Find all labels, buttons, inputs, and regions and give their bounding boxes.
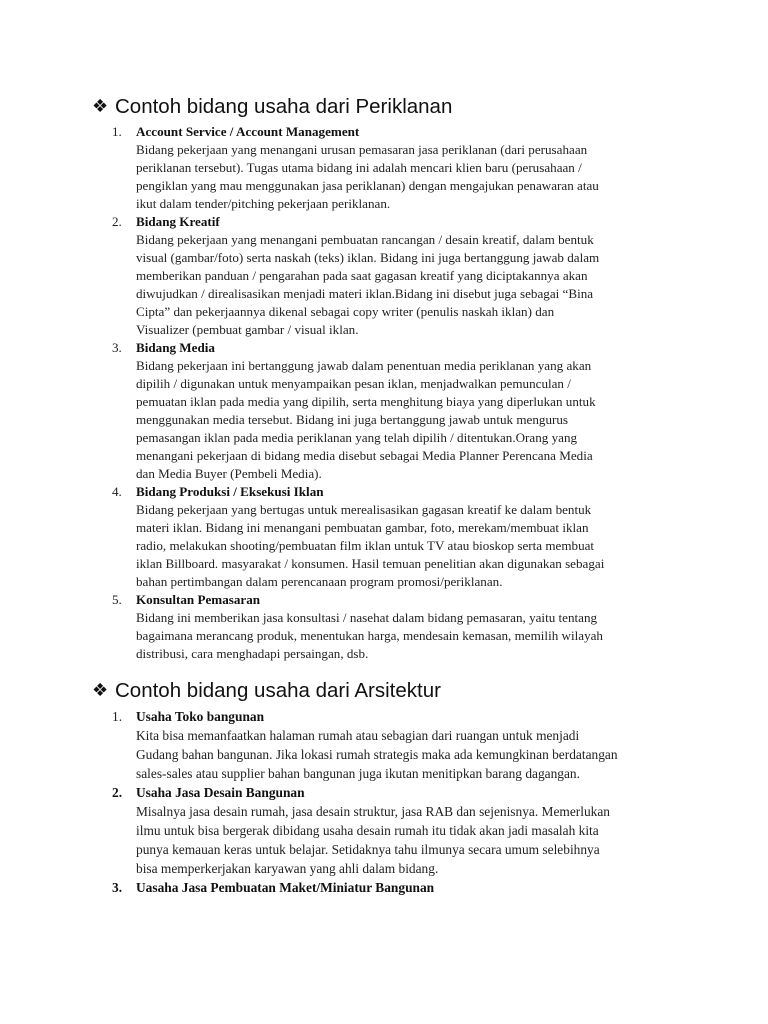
heading-text: Contoh bidang usaha dari Periklanan <box>115 95 453 118</box>
item-text-line: bagaimana merancang produk, menentukan harga, mendesain kemasan, memilih wilayah <box>136 628 603 643</box>
list-item <box>92 783 692 878</box>
item-text-line: Bidang pekerjaan yang bertugas untuk merealisasikan gagasan kreatif ke dalam bentuk <box>136 502 592 517</box>
item-number: 5. <box>112 592 122 607</box>
item-text-line: sales-sales atau supplier bahan bangunan juga ikutan menitipkan barang dagangan. <box>136 766 580 781</box>
item-number: 1. <box>112 709 123 724</box>
list-item <box>92 591 692 663</box>
section-heading <box>92 94 692 120</box>
item-number: 3. <box>112 340 122 355</box>
item-text-line: Visualizer (pembuat gambar / visual iklan. <box>136 322 359 337</box>
item-number: 2. <box>112 214 122 229</box>
item-text-line: radio, melakukan shooting/pembuatan film iklan untuk TV atau bioskop serta membuat <box>136 538 595 553</box>
item-list <box>92 707 692 897</box>
section-periklanan <box>92 94 692 663</box>
item-text-line: ilmu untuk bisa bergerak dibidang usaha desain rumah itu tidak akan jadi masalah kita <box>136 823 599 838</box>
item-title: Uasaha Jasa Pembuatan Maket/Miniatur Bangunan <box>136 880 435 895</box>
item-text-line: pemuatan iklan pada media yang dipilih, serta menghitung biaya yang diperlukan untuk <box>136 394 596 409</box>
item-text-line: menangani pekerjaan di bidang media disebut sebagai Media Planner Perencana Media <box>136 448 593 463</box>
item-text-line: Bidang pekerjaan ini bertanggung jawab dalam penentuan media periklanan yang akan <box>136 358 592 373</box>
item-title: Konsultan Pemasaran <box>136 592 261 607</box>
item-text-line: menggunakan media tersebut. Bidang ini juga bertanggung jawab untuk mengurus <box>136 412 568 427</box>
item-text-line: materi iklan. Bidang ini menangani pembuatan gambar, foto, merekam/membuat iklan <box>136 520 589 535</box>
item-number: 3. <box>112 880 123 895</box>
item-text-line: pengiklan yang mau menggunakan jasa periklanan) dengan mengajukan penawaran atau <box>136 178 599 193</box>
list-item <box>92 123 692 213</box>
item-text-line: Bidang pekerjaan yang menangani pembuatan rancangan / desain kreatif, dalam bentuk <box>136 232 594 247</box>
item-text-line: Kita bisa memanfaatkan halaman rumah atau sebagian dari ruangan untuk menjadi <box>136 728 580 743</box>
item-text-line: dipilih / digunakan untuk menyampaikan pesan iklan, menjadwalkan pemunculan / <box>136 376 571 391</box>
item-text-line: Bidang ini memberikan jasa konsultasi / nasehat dalam bidang pemasaran, yaitu tentang <box>136 610 598 625</box>
item-text-line: Cipta” dan pekerjaannya dikenal sebagai copy writer (penulis naskah iklan) dan <box>136 304 555 319</box>
item-list <box>92 123 692 663</box>
diamond-bullet-icon: ❖ <box>92 680 109 701</box>
item-text-line: Bidang pekerjaan yang menangani urusan pemasaran jasa periklanan (dari perusahaan <box>136 142 588 157</box>
section-heading <box>92 678 692 704</box>
heading-text: Contoh bidang usaha dari Arsitektur <box>115 679 441 702</box>
item-text-line: pemasangan iklan pada media periklanan yang telah dipilih / ditentukan.Orang yang <box>136 430 578 445</box>
item-text-line: bisa memperkerjakan karyawan yang ahli dalam bidang. <box>136 861 439 876</box>
item-title: Bidang Kreatif <box>136 214 220 229</box>
item-text-line: ikut dalam tender/pitching pekerjaan periklanan. <box>136 196 391 211</box>
item-text-line: iklan Billboard. masyarakat / konsumen. Hasil temuan penelitian akan digunakan sebagai <box>136 556 605 571</box>
list-item <box>92 213 692 339</box>
section-arsitektur <box>92 678 692 897</box>
item-text-line: punya kemauan keras untuk belajar. Setidaknya tahu ilmunya secara umum selebihnya <box>136 842 600 857</box>
item-text-line: distribusi, cara menghadapi persaingan, dsb. <box>136 646 369 661</box>
item-number: 2. <box>112 785 123 800</box>
item-number: 1. <box>112 124 122 139</box>
item-title: Usaha Toko bangunan <box>136 709 265 724</box>
item-title: Account Service / Account Management <box>136 124 360 139</box>
item-text-line: dan Media Buyer (Pembeli Media). <box>136 466 322 481</box>
diamond-bullet-icon: ❖ <box>92 96 109 117</box>
item-text-line: memberikan panduan / pengarahan pada saat gagasan kreatif yang diciptakannya akan <box>136 268 588 283</box>
item-text-line: periklanan tersebut). Tugas utama bidang ini adalah mencari klien baru (perusahaan / <box>136 160 582 175</box>
item-text-line: diwujudkan / direalisasikan menjadi materi iklan.Bidang ini disebut juga sebagai “Bina <box>136 286 594 301</box>
list-item <box>92 483 692 591</box>
item-text-line: Misalnya jasa desain rumah, jasa desain struktur, jasa RAB dan sejenisnya. Memerlukan <box>136 804 610 819</box>
item-text-line: visual (gambar/foto) serta naskah (teks) iklan. Bidang ini juga bertanggung jawab dalam <box>136 250 600 265</box>
list-item <box>92 707 692 783</box>
item-text-line: bahan pertimbangan dalam perencanaan program promosi/periklanan. <box>136 574 503 589</box>
list-item <box>92 878 692 897</box>
item-title: Bidang Media <box>136 340 215 355</box>
item-number: 4. <box>112 484 122 499</box>
item-text-line: Gudang bahan bangunan. Jika lokasi rumah strategis maka ada kemungkinan berdatangan <box>136 747 618 762</box>
item-title: Usaha Jasa Desain Bangunan <box>136 785 305 800</box>
list-item <box>92 339 692 483</box>
item-title: Bidang Produksi / Eksekusi Iklan <box>136 484 324 499</box>
